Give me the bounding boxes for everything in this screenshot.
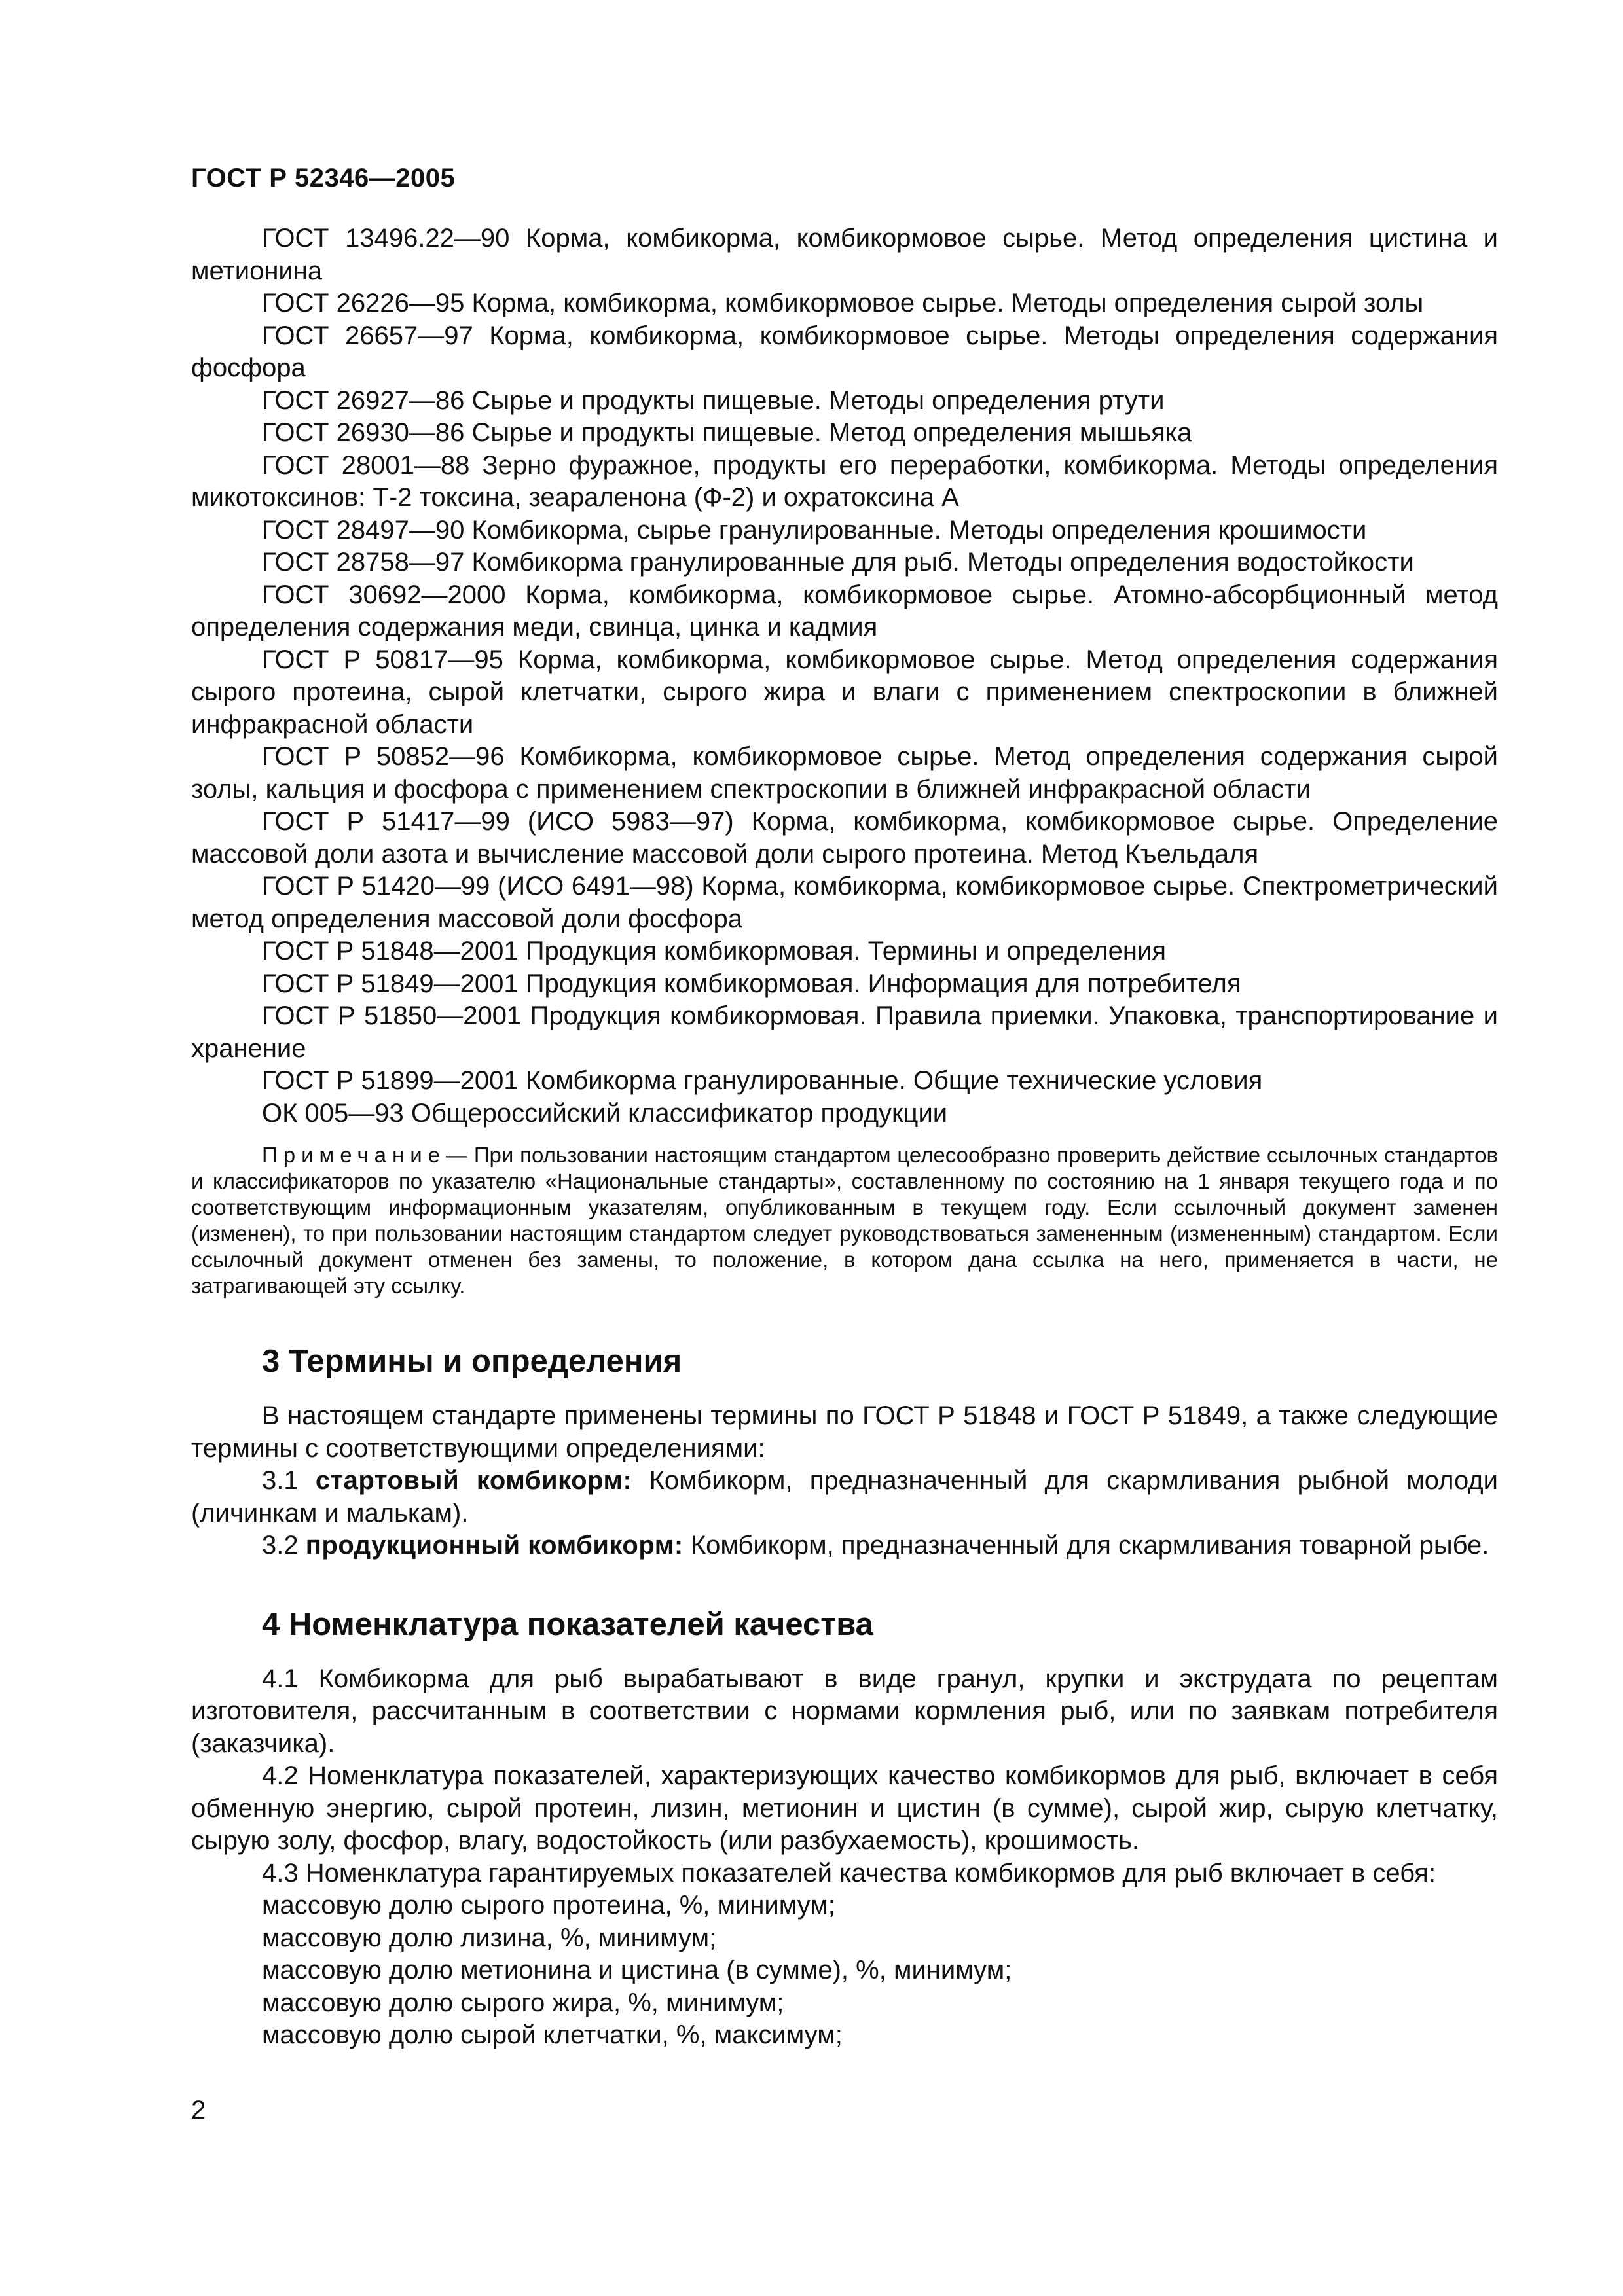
term-definition-text: Комбикорм, предназначенный для скармливания рыбной молоди (личинкам и малькам). xyxy=(191,1466,1498,1528)
reference-item: ГОСТ Р 50817—95 Корма, комбикорма, комбикормовое сырье. Метод определения содержания сырого протеина, сырой клетчатки, сырого жира и влаги с применением спектроскопии в ближней инфракрасной области xyxy=(191,645,1498,739)
reference-item: ГОСТ 26657—97 Корма, комбикорма, комбикормовое сырье. Методы определения содержания фосфора xyxy=(191,321,1498,382)
reference-item: ГОСТ 26927—86 Сырье и продукты пищевые. Методы определения ртути xyxy=(262,386,1165,415)
reference-item: ГОСТ Р 51899—2001 Комбикорма гранулированные. Общие технические условия xyxy=(262,1066,1263,1095)
page-content xyxy=(191,223,1498,2052)
reference-item: ГОСТ 28497—90 Комбикорма, сырье гранулированные. Методы определения крошимости xyxy=(262,515,1367,545)
reference-item: ГОСТ Р 51849—2001 Продукция комбикормовая. Информация для потребителя xyxy=(262,969,1241,998)
reference-item: ГОСТ 26930—86 Сырье и продукты пищевые. Метод определения мышьяка xyxy=(262,418,1192,447)
reference-item: ГОСТ Р 51850—2001 Продукция комбикормовая. Правила приемки. Упаковка, транспортирование и хранение xyxy=(191,1001,1498,1063)
term-definition xyxy=(191,1465,1498,1530)
indicator-item: массовую долю сырого протеина, %, минимум; xyxy=(262,1891,835,1920)
section-4-heading: 4 Номенклатура показателей качества xyxy=(262,1606,873,1642)
indicator-item: массовую долю метионина и цистина (в сумме), %, минимум; xyxy=(262,1956,1012,1984)
note-label: Примечание xyxy=(262,1143,447,1167)
term-name: стартовый комбикорм: xyxy=(315,1466,632,1495)
reference-item: ГОСТ Р 51848—2001 Продукция комбикормовая. Термины и определения xyxy=(262,937,1166,965)
note-text: — При пользовании настоящим стандартом целесообразно проверить действие ссылочных стандартов и классификаторов по указателю «Национальные стандарты», составленному по состоянию на 1 января текущего года и по соответствующим информационным указателям, опубликованным в текущем году. Если ссылочный документ заменен (изменен), то при пользовании настоящим стандартом следует руководствоваться замененным (измененным) стандартом. Если ссылочный документ отменен без замены, то положение, в котором дана ссылка на него, применяется в части, не затрагивающей эту ссылку. xyxy=(191,1143,1498,1298)
section-4-paragraph: 4.2 Номенклатура показателей, характеризующих качество комбикормов для рыб, включает в себя обменную энергию, сырой протеин, лизин, метионин и цистин (в сумме), сырой жир, сырую клетчатку, сырую золу, фосфор, влагу, водостойкость (или разбухаемость), крошимость. xyxy=(191,1761,1498,1855)
indicators-list xyxy=(191,1890,1498,2052)
section-4-paragraph: 4.3 Номенклатура гарантируемых показателей качества комбикормов для рыб включает в себя: xyxy=(262,1858,1436,1888)
reference-item: ГОСТ 28758—97 Комбикорма гранулированные для рыб. Методы определения водостойкости xyxy=(262,548,1414,577)
reference-item: ГОСТ Р 51417—99 (ИСО 5983—97) Корма, комбикорма, комбикормовое сырье. Определение массовой доли азота и вычисление массовой доли сырого протеина. Метод Къельдаля xyxy=(191,807,1498,869)
reference-item: ГОСТ Р 50852—96 Комбикорма, комбикормовое сырье. Метод определения содержания сырой золы, кальция и фосфора с применением спектроскопии в ближней инфракрасной области xyxy=(191,742,1498,804)
reference-item: ОК 005—93 Общероссийский классификатор продукции xyxy=(262,1098,948,1128)
term-number: 3.1 xyxy=(262,1466,299,1495)
document-id-header: ГОСТ Р 52346—2005 xyxy=(191,164,456,192)
page-number: 2 xyxy=(191,2096,206,2125)
references-list xyxy=(191,223,1498,1130)
reference-item: ГОСТ 28001—88 Зерно фуражное, продукты его переработки, комбикорма. Методы определения микотоксинов: Т-2 токсина, зеараленона (Ф-2) и охратоксина А xyxy=(191,450,1498,512)
term-name: продукционный комбикорм: xyxy=(305,1531,684,1560)
reference-item: ГОСТ 13496.22—90 Корма, комбикорма, комбикормовое сырье. Метод определения цистина и метионина xyxy=(191,224,1498,285)
section-3-intro: В настоящем стандарте применены термины по ГОСТ Р 51848 и ГОСТ Р 51849, а также следующие термины с соответствующими определениями: xyxy=(191,1401,1498,1463)
reference-item: ГОСТ 26226—95 Корма, комбикорма, комбикормовое сырье. Методы определения сырой золы xyxy=(262,289,1424,317)
reference-item: ГОСТ Р 51420—99 (ИСО 6491—98) Корма, комбикорма, комбикормовое сырье. Спектрометрический метод определения массовой доли фосфора xyxy=(191,872,1498,933)
section-4-paragraph: 4.1 Комбикорма для рыб вырабатывают в виде гранул, крупки и экструдата по рецептам изготовителя, рассчитанным в соответствии с нормами кормления рыб, или по заявкам потребителя (заказчика). xyxy=(191,1664,1498,1758)
section-3-heading: 3 Термины и определения xyxy=(262,1344,682,1379)
indicator-item: массовую долю сырого жира, %, минимум; xyxy=(262,1988,784,2017)
indicator-item: массовую долю сырой клетчатки, %, максимум; xyxy=(262,2020,843,2049)
term-definition xyxy=(191,1530,1498,1562)
indicator-item: массовую долю лизина, %, минимум; xyxy=(262,1923,717,1952)
term-number: 3.2 xyxy=(262,1531,299,1560)
note-paragraph xyxy=(191,1142,1498,1299)
reference-item: ГОСТ 30692—2000 Корма, комбикорма, комбикормовое сырье. Атомно-абсорбционный метод определения содержания меди, свинца, цинка и кадмия xyxy=(191,580,1498,641)
term-definition-text: Комбикорм, предназначенный для скармливания товарной рыбе. xyxy=(690,1531,1489,1560)
